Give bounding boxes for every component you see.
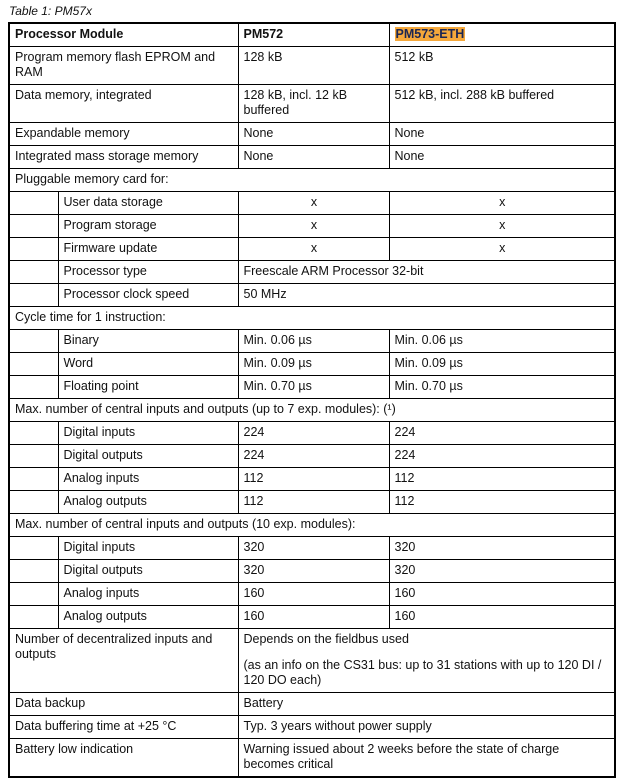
table-row [9, 169, 615, 192]
table-row [9, 353, 615, 376]
row-label: Digital inputs [58, 537, 238, 560]
cell-value-shared: 50 MHz [238, 284, 615, 307]
cell-value-pm572: x [238, 192, 389, 215]
cell-value-pm573-eth: Min. 0.09 µs [389, 353, 615, 376]
indent-cell [9, 330, 58, 353]
table-row [9, 629, 615, 693]
cell-value-pm572: 320 [238, 560, 389, 583]
cell-value-pm573-eth: x [389, 192, 615, 215]
table-row [9, 537, 615, 560]
row-label: User data storage [58, 192, 238, 215]
cell-value-pm573-eth: 160 [389, 583, 615, 606]
table-row [9, 693, 615, 716]
table-row [9, 215, 615, 238]
row-label: Word [58, 353, 238, 376]
row-label: Analog inputs [58, 468, 238, 491]
cell-value-pm572: 112 [238, 468, 389, 491]
cell-value-pm573-eth: 320 [389, 560, 615, 583]
cell-value-pm573-eth: 160 [389, 606, 615, 629]
row-label: Program storage [58, 215, 238, 238]
row-label: Digital outputs [58, 560, 238, 583]
row-label: Battery low indication [9, 739, 238, 778]
indent-cell [9, 537, 58, 560]
section-label: Max. number of central inputs and outputs (up to 7 exp. modules): (¹) [9, 399, 615, 422]
row-label: Floating point [58, 376, 238, 399]
value-paragraph: (as an info on the CS31 bus: up to 31 stations with up to 120 DI / 120 DO each) [243, 658, 602, 687]
cell-value-pm573-eth: 512 kB [389, 47, 615, 85]
table-caption: Table 1: PM57x [9, 4, 92, 18]
row-label: Binary [58, 330, 238, 353]
table-row [9, 422, 615, 445]
table-row [9, 514, 615, 537]
row-label: Analog inputs [58, 583, 238, 606]
table-row [9, 606, 615, 629]
indent-cell [9, 353, 58, 376]
indent-cell [9, 468, 58, 491]
row-label: Program memory flash EPROM and RAM [9, 47, 238, 85]
indent-cell [9, 284, 58, 307]
table-row [9, 491, 615, 514]
cell-value-pm573-eth: None [389, 146, 615, 169]
table-row [9, 445, 615, 468]
cell-value-pm573-eth: x [389, 215, 615, 238]
table-row [9, 238, 615, 261]
cell-value-pm573-eth: 512 kB, incl. 288 kB buffered [389, 85, 615, 123]
cell-value-pm573-eth: 112 [389, 491, 615, 514]
cell-value-shared: Battery [238, 693, 615, 716]
cell-value-shared: Warning issued about 2 weeks before the state of charge becomes critical [238, 739, 615, 778]
cell-value-pm572: Min. 0.09 µs [238, 353, 389, 376]
row-label: Number of decentralized inputs and outputs [9, 629, 238, 693]
highlighted-product-name: PM573-ETH [395, 27, 465, 41]
cell-value-pm572: x [238, 215, 389, 238]
table-row [9, 307, 615, 330]
row-label: Integrated mass storage memory [9, 146, 238, 169]
row-label: Digital outputs [58, 445, 238, 468]
table-row [9, 468, 615, 491]
row-label: Digital inputs [58, 422, 238, 445]
indent-cell [9, 606, 58, 629]
indent-cell [9, 215, 58, 238]
section-label: Cycle time for 1 instruction: [9, 307, 615, 330]
cell-value-pm573-eth: Min. 0.06 µs [389, 330, 615, 353]
value-paragraph: Depends on the fieldbus used [243, 632, 409, 646]
table-row [9, 123, 615, 146]
row-label: Firmware update [58, 238, 238, 261]
cell-value-pm572: 160 [238, 583, 389, 606]
row-label: Processor type [58, 261, 238, 284]
cell-value-pm572: 112 [238, 491, 389, 514]
row-label: Expandable memory [9, 123, 238, 146]
indent-cell [9, 445, 58, 468]
table-row [9, 716, 615, 739]
cell-value-pm573-eth: Min. 0.70 µs [389, 376, 615, 399]
table-row [9, 376, 615, 399]
cell-value-pm573-eth: 224 [389, 422, 615, 445]
indent-cell [9, 261, 58, 284]
section-label: Pluggable memory card for: [9, 169, 615, 192]
indent-cell [9, 192, 58, 215]
table-row [9, 399, 615, 422]
table-row [9, 85, 615, 123]
row-label: Data buffering time at +25 °C [9, 716, 238, 739]
column-header-processor-module: Processor Module [9, 23, 238, 47]
row-label: Data backup [9, 693, 238, 716]
indent-cell [9, 560, 58, 583]
indent-cell [9, 583, 58, 606]
cell-value-pm572: None [238, 123, 389, 146]
table-row [9, 284, 615, 307]
row-label: Analog outputs [58, 606, 238, 629]
indent-cell [9, 422, 58, 445]
table-header-row [9, 23, 615, 47]
cell-value-shared [238, 629, 615, 693]
cell-value-pm572: 128 kB, incl. 12 kB buffered [238, 85, 389, 123]
cell-value-pm573-eth: None [389, 123, 615, 146]
table-row [9, 47, 615, 85]
cell-value-pm572: None [238, 146, 389, 169]
cell-value-pm572: 224 [238, 422, 389, 445]
cell-value-pm572: x [238, 238, 389, 261]
cell-value-shared: Freescale ARM Processor 32-bit [238, 261, 615, 284]
document-page [0, 4, 622, 783]
section-label: Max. number of central inputs and outputs (10 exp. modules): [9, 514, 615, 537]
row-label: Analog outputs [58, 491, 238, 514]
table-row [9, 146, 615, 169]
table-row [9, 560, 615, 583]
cell-value-pm573-eth: x [389, 238, 615, 261]
table-row [9, 739, 615, 778]
row-label: Data memory, integrated [9, 85, 238, 123]
row-label: Processor clock speed [58, 284, 238, 307]
cell-value-pm572: 320 [238, 537, 389, 560]
indent-cell [9, 376, 58, 399]
indent-cell [9, 491, 58, 514]
table-row [9, 261, 615, 284]
cell-value-pm573-eth: 320 [389, 537, 615, 560]
column-header-pm572: PM572 [238, 23, 389, 47]
cell-value-pm572: Min. 0.70 µs [238, 376, 389, 399]
indent-cell [9, 238, 58, 261]
cell-value-shared: Typ. 3 years without power supply [238, 716, 615, 739]
cell-value-pm573-eth: 224 [389, 445, 615, 468]
table-body [9, 47, 615, 778]
cell-value-pm573-eth: 112 [389, 468, 615, 491]
cell-value-pm572: 224 [238, 445, 389, 468]
cell-value-pm572: 128 kB [238, 47, 389, 85]
table-row [9, 583, 615, 606]
table-row [9, 330, 615, 353]
cell-value-pm572: Min. 0.06 µs [238, 330, 389, 353]
spec-table [8, 22, 616, 778]
cell-value-pm572: 160 [238, 606, 389, 629]
column-header-pm573-eth [389, 23, 615, 47]
table-row [9, 192, 615, 215]
